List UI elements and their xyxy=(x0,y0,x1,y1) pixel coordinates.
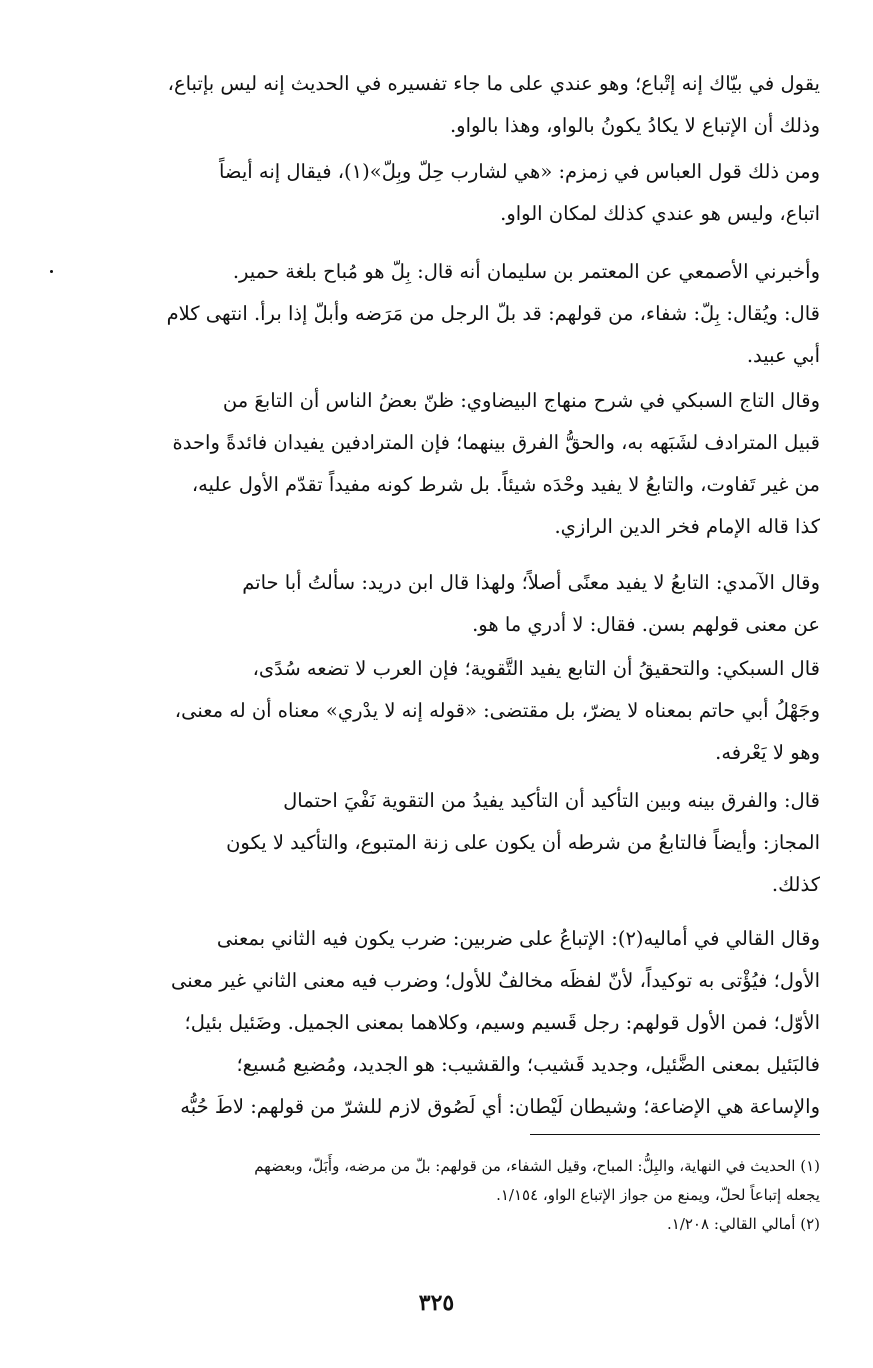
text-line: من غير تَفاوت، والتابعُ لا يفيد وحْدَه شيئاً. بل شرط كونه مفيداً تقدّم الأول عليه، xyxy=(191,473,820,496)
text-line: الأوّل؛ فمن الأول قولهم: رجل قَسيم وسيم، وكلاهما بمعنى الجميل. وضَئيل بئيل؛ xyxy=(184,1011,820,1034)
text-line: كذا قاله الإمام فخر الدين الرازي. xyxy=(554,515,820,538)
page-number: ٣٢٥ xyxy=(418,1290,455,1316)
paragraph-3 xyxy=(60,251,820,377)
footnote-divider xyxy=(530,1134,820,1135)
text-line: ومن ذلك قول العباس في زمزم: «هي لشارب حِلّ وبِلّ»(١)، فيقال إنه أيضاً xyxy=(218,160,820,183)
text-line: وهو لا يَعْرفه. xyxy=(715,741,820,764)
text-line: أبي عبيد. xyxy=(746,344,820,367)
paragraph-4 xyxy=(60,380,820,548)
text-line: الأول؛ فيُؤْتى به توكيداً، لأنّ لفظَه مخالفٌ للأول؛ وضرب فيه معنى الثاني غير معنى xyxy=(171,969,820,992)
text-line: اتباع، وليس هو عندي كذلك لمكان الواو. xyxy=(500,202,820,225)
text-line: وقال القالي في أماليه(٢): الإتباعُ على ضربين: ضرب يكون فيه الثاني بمعنى xyxy=(216,927,820,950)
text-line: قال: والفرق بينه وبين التأكيد أن التأكيد يفيدُ من التقوية نَفْيَ احتمال xyxy=(283,789,820,812)
footnotes xyxy=(60,1152,820,1239)
paragraph-5 xyxy=(60,562,820,646)
text-line: فالبَئيل بمعنى الضَّئيل، وجديد قَشيب؛ والقشيب: هو الجديد، ومُضيع مُسيع؛ xyxy=(236,1053,820,1076)
text-line: المجاز: وأيضاً فالتابعُ من شرطه أن يكون على زنة المتبوع، والتأكيد لا يكون xyxy=(226,831,820,854)
text-line: يقول في بيّاك إنه إتْباع؛ وهو عندي على ما جاء تفسيره في الحديث إنه ليس بإتباع، xyxy=(167,72,820,95)
text-line: كذلك. xyxy=(771,873,820,896)
footnote-line: (٢) أمالي القالي: ١/٢٠٨. xyxy=(666,1215,820,1233)
text-line: وجَهْلُ أبي حاتم بمعناه لا يضرّ، بل مقتضى: «قوله إنه لا يدْري» معناه أن له معنى، xyxy=(174,699,820,722)
paragraph-6 xyxy=(60,648,820,774)
text-line: قال السبكي: والتحقيقُ أن التابع يفيد التَّقوية؛ فإن العرب لا تضعه سُدًى، xyxy=(252,657,820,680)
paragraph-8 xyxy=(60,918,820,1128)
footnote-line: (١) الحديث في النهاية، والبِلُّ: المباح، وقيل الشفاء، من قولهم: بلّ من مرضه، وأَبَلّ، وبعضهم xyxy=(254,1157,820,1175)
paragraph-1 xyxy=(60,63,820,147)
paragraph-7 xyxy=(60,780,820,906)
margin-dot-mark xyxy=(50,270,53,273)
text-line: وذلك أن الإتباع لا يكادُ يكونُ بالواو، وهذا بالواو. xyxy=(449,114,820,137)
text-line: وقال الآمدي: التابعُ لا يفيد معنًى أصلاً؛ ولهذا قال ابن دريد: سألتُ أبا حاتم xyxy=(242,571,820,594)
text-line: قبيل المترادف لشَبَهه به، والحقُّ الفرق بينهما؛ فإن المترادفين يفيدان فائدةً واحدة xyxy=(172,431,820,454)
text-line: وأخبرني الأصمعي عن المعتمر بن سليمان أنه قال: بِلّ هو مُباح بلغة حمير. xyxy=(232,260,820,283)
footnote-line: يجعله إتباعاً لحلّ، ويمنع من جواز الإتباع الواو، ١/١٥٤. xyxy=(496,1186,820,1204)
text-line: قال: ويُقال: بِلّ: شفاء، من قولهم: قد بلّ الرجل من مَرَضه وأبلّ إذا برأ. انتهى كلام xyxy=(166,302,820,325)
text-line: والإساعة هي الإضاعة؛ وشيطان لَيْطان: أي لَصُوق لازم للشرّ من قولهم: لاطَ حُبُّه xyxy=(180,1095,820,1118)
text-line: عن معنى قولهم بسن. فقال: لا أدري ما هو. xyxy=(472,613,820,636)
text-line: وقال التاج السبكي في شرح منهاج البيضاوي: ظنّ بعضُ الناس أن التابعَ من xyxy=(222,389,820,412)
paragraph-2 xyxy=(60,151,820,235)
